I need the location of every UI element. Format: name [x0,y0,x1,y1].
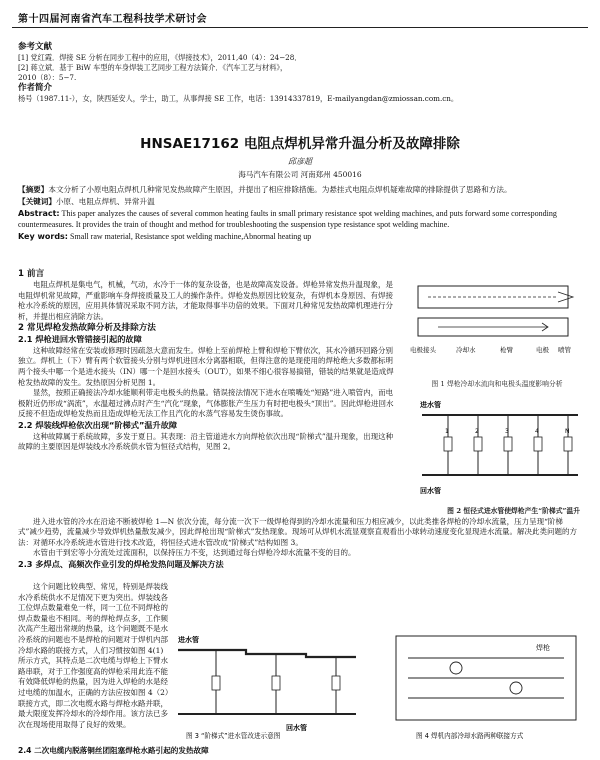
fig1-label-electrode-joint: 电极接头 [410,346,436,354]
paper-title: HNSAE17162 电阻点焊机异常升温分析及故障排除 [140,136,460,152]
author-bio-text: 杨号（1987.11-），女，陕西延安人，学士，助工，从事焊接 SE 工作，电话：13914337819，E-mailyangdan@zmiossan.com.cn。 [18,94,459,103]
section-1 [18,268,398,453]
abstract-en-text: This paper analyzes the causes of several common heating faults in small primary resistance spot welding machines, and puts forward some corresponding countermeasures. It provides the train of thought and method for troubleshooting the suspension type resistance spot welding machine. [18,209,557,229]
figure-2-constant-pipe-diagram [418,395,586,503]
section-2-2-text-3: 水管由干到宏等小分流处过流面积，以保持压力不变，达到通过每台焊枪冷却水流量不变的目的。 [33,548,356,558]
abstract-cn-label: 【摘要】 [18,185,49,194]
figure-1-welding-gun-diagram [408,278,586,358]
section-2-3-text: 这个问题比较典型、常见，特别是焊装线水冷系统供水不足情况下更为突出。焊装线各工位焊点数量难免一样，同一工位不同焊枪的焊点数量也不相同。考的焊枪焊点多，工作频次高产生超出常规的热量，这个问题既不是水冷系统的问题也不是焊枪的问题对于焊机内部冷却水路的联接方式，人们习惯按如图 4(1) 所示方式，其特点是二次电缆与焊枪上下臂水路串联，对于工作强度高的焊枪采用此连不能有效降低焊枪的热量，因为进入焊枪的水是经过电缆的加温水，正确的方法应按如图 4（2）联接方式，即二次电缆水路与焊枪水路并联，最大限度发挥冷却水的冷却作用。该方法已多次在现场使用取得了良好的效果。 [18,582,169,729]
reference-item: [1] 党红霞．焊接 SE 分析在同步工程中的应用，《焊接技术》，2011,40（4）：24−28． [18,53,302,62]
fig2-branches [444,415,572,475]
fig4-label-gun: 焊枪 [536,644,550,652]
fig1-label-nozzle: 喷管 [558,346,571,354]
fig2-label-inlet: 进水管 [420,401,441,409]
figure-4-caption: 图 4 焊机内部冷却水路两种联接方式 [416,732,524,740]
section-1-title: 1 前言 [18,269,45,279]
fig2-branch-1: 1 [445,428,449,435]
reference-item: 2010（8）：5−7. [18,73,77,82]
section-2-2-title: 2.2 焊装线焊枪依次出现“阶梯式”温升故障 [18,420,178,431]
section-2-2-text: 这种故障属于系统故障，多发于夏日。其表现：沿主管道进水方向焊枪依次出现“阶梯式”温升现象，出现这种故障的主要原因是焊装线水冷系统供水管为恒径式结构，见图 2。 [18,431,394,452]
section-2-1-title: 2.1 焊枪进回水管错接引起的故障 [18,334,142,345]
section-2-3-text-wrap [18,582,170,747]
fig1-label-electrode: 电极 [536,346,549,354]
abstract-block [18,184,580,243]
keywords-en-text: Small raw material, Resistance spot welding machine,Abnormal heating up [70,232,312,241]
fig2-label-outlet: 回水管 [420,487,441,495]
references-block [18,42,578,104]
paper-affiliation: 海马汽车有限公司 河南郑州 450016 [238,170,362,179]
section-2-1-text: 这种故障经常在安装或修理时因疏忽大意而发生。焊枪上至前焊枪上臂和焊枪下臂依次，其水冷循环回路分别独立。焊机上（下）臂有两个软管接头分别与焊机进回水分离器相联，但得注意的是现使用的焊枪绝大多数都标明两个接头中哪一个是进水接头（IN）哪一个是回水接头（OUT），如果不细心很容易搞错，错装的结果就是造成焊枪发热故障的发生。发热原因分析见图 1。 [18,345,394,387]
fig1-label-arm: 枪臂 [500,346,513,354]
fig3-label-outlet: 回水管 [286,724,307,732]
figure-4-water-circuits [396,636,576,720]
section-2-4 [18,746,209,755]
reference-item: [2] 蒋立斌．基于 BiW 车型的车身焊装工艺同步工程方法简介．《汽车工艺与材料》， [18,63,288,72]
fig2-branch-2: 2 [475,428,479,435]
figure-1-caption: 图 1 焊枪冷却水流向和电极头温度影响分析 [431,380,563,388]
fig2-branch-n: N [565,428,570,435]
paper-author: 邱彦超 [288,157,312,166]
fig1-label-coolant: 冷却水 [456,346,476,354]
fig3-label-inlet: 进水管 [178,636,199,644]
author-bio-heading: 作者简介 [18,83,53,93]
figure-1-top [418,286,573,308]
section-2-2-continued [18,506,580,570]
section-2-2-text-2: 进入进水管的冷水在沿途不断被焊枪 1—N 依次分流，每分流一次下一级焊枪得到的冷却水流量和压力相应减少，以此类推各焊枪的冷却水流量，压力呈现“阶梯式”减少趋势，流量减少导致焊机热量散发减少，因此焊枪出现“阶梯式”发热现象。现场可从焊机水流显观察直观看出小球转动速度变化显现进水流量。解决此类问题的方法：对循环水冷系统进水管进行技术改造，将恒径式进水管改成“阶梯式”结构如图 3。 [18,516,577,547]
abstract-cn-text: 本文分析了小原电阻点焊机几种常见发热故障产生原因，并提出了相应排除措施。为悬挂式电阻点焊机疑难故障的排除提供了思路和方法。 [48,185,512,194]
conference-title: 第十四届河南省汽车工程科技学术研讨会 [18,14,207,25]
figure-3-stepped-pipe [178,635,356,732]
figure-1-bottom [418,318,568,336]
section-2-1-text-2: 显然，按照正确接法冷却水能顺利带走电极头的热量。错误接法情况下进水在喷嘴处“短路”进入喷管内，而电极附近仍形成“涡流”，水温超过沸点时产生“汽化”现象，气体膨胀产生压力有时把电极头“顶出”。因此焊枪进回水反接不但造成焊枪发热而且造成焊枪无法工作且汽化的水蒸气容易发生烫伤事故。 [18,388,394,419]
section-1-text: 电阻点焊机是集电气，机械，气动，水冷于一体的复杂设备，也是故障高发设备。焊枪异常发热升温现象，是电阻焊机常见故障，严重影响车身焊接质量及工人的操作条件。焊枪发热原因比较复杂，有焊机本身原因、有焊接枪水冷系统的原因，应用具体情况采取不同方法，才能取得事半功倍的效果。下面对几种常见发热故障机理进行分析，并提出相应消除方法。 [18,280,393,321]
figure-3-4-diagram [176,628,586,740]
references-heading: 参考文献 [18,42,53,52]
figure-3-caption: 图 3 “阶梯式”进水管改进示意图 [186,732,281,740]
section-2-title: 2 常见焊枪发热故障分析及排除方法 [18,323,156,334]
fig2-branch-4: 4 [535,428,539,435]
keywords-en-label: Key words: [18,232,69,241]
figure-2-caption: 图 2 恒径式进水管使焊枪产生“阶梯式”温升 [447,507,580,515]
running-header [12,10,588,28]
section-2-4-title: 2.4 二次电缆内脱落铜丝团阻塞焊枪水路引起的发热故障 [18,746,209,755]
keywords-cn-label: 【关键词】 [18,197,56,206]
abstract-en-label: Abstract: [18,209,60,218]
section-2-3-title: 2.3 多焊点、高频次作业引发的焊枪发热问题及解决方法 [18,558,224,569]
keywords-cn-text: 小原、电阻点焊机、异常升温 [55,197,155,206]
fig2-branch-3: 3 [505,428,509,435]
